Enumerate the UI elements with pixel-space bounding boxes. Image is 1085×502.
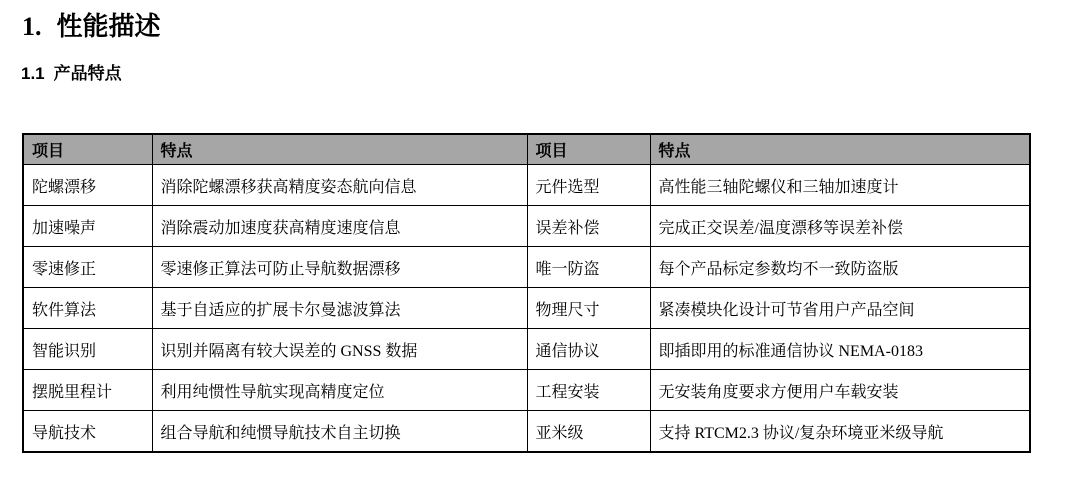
features-table-header [23,134,1030,165]
feature-cell: 高性能三轴陀螺仪和三轴加速度计 [650,165,1030,206]
header-row [23,134,1030,165]
item-cell: 智能识别 [23,329,152,370]
item-cell: 误差补偿 [527,206,650,247]
feature-cell: 组合导航和纯惯导航技术自主切换 [152,411,527,453]
feature-cell: 消除陀螺漂移获高精度姿态航向信息 [152,165,527,206]
item-cell: 工程安装 [527,370,650,411]
feature-cell: 支持 RTCM2.3 协议/复杂环境亚米级导航 [650,411,1030,453]
subsection-heading [21,65,1085,83]
feature-cell: 消除震动加速度获高精度速度信息 [152,206,527,247]
item-cell: 亚米级 [527,411,650,453]
table-row [23,165,1030,206]
item-cell: 元件选型 [527,165,650,206]
feature-cell: 基于自适应的扩展卡尔曼滤波算法 [152,288,527,329]
features-table [22,133,1031,453]
table-row [23,247,1030,288]
item-cell: 通信协议 [527,329,650,370]
item-cell: 唯一防盗 [527,247,650,288]
column-header-item-right: 项目 [527,134,650,165]
section-number: 1. [22,12,42,41]
item-cell: 软件算法 [23,288,152,329]
feature-cell: 完成正交误差/温度漂移等误差补偿 [650,206,1030,247]
feature-cell: 每个产品标定参数均不一致防盗版 [650,247,1030,288]
table-row [23,288,1030,329]
column-header-feature-left: 特点 [152,134,527,165]
feature-cell: 利用纯惯性导航实现高精度定位 [152,370,527,411]
subsection-number: 1.1 [21,64,45,84]
section-title: 性能描述 [56,12,161,41]
feature-cell: 识别并隔离有较大误差的 GNSS 数据 [152,329,527,370]
table-row [23,411,1030,453]
section-heading [22,13,1085,40]
item-cell: 陀螺漂移 [23,165,152,206]
column-header-item-left: 项目 [23,134,152,165]
table-row [23,329,1030,370]
feature-cell: 零速修正算法可防止导航数据漂移 [152,247,527,288]
feature-cell: 无安装角度要求方便用户车载安装 [650,370,1030,411]
features-table-body [23,165,1030,453]
feature-cell: 紧凑模块化设计可节省用户产品空间 [650,288,1030,329]
item-cell: 摆脱里程计 [23,370,152,411]
subsection-title: 产品特点 [53,64,122,84]
feature-cell: 即插即用的标准通信协议 NEMA-0183 [650,329,1030,370]
table-row [23,206,1030,247]
item-cell: 物理尺寸 [527,288,650,329]
item-cell: 零速修正 [23,247,152,288]
table-row [23,370,1030,411]
item-cell: 导航技术 [23,411,152,453]
column-header-feature-right: 特点 [650,134,1030,165]
item-cell: 加速噪声 [23,206,152,247]
